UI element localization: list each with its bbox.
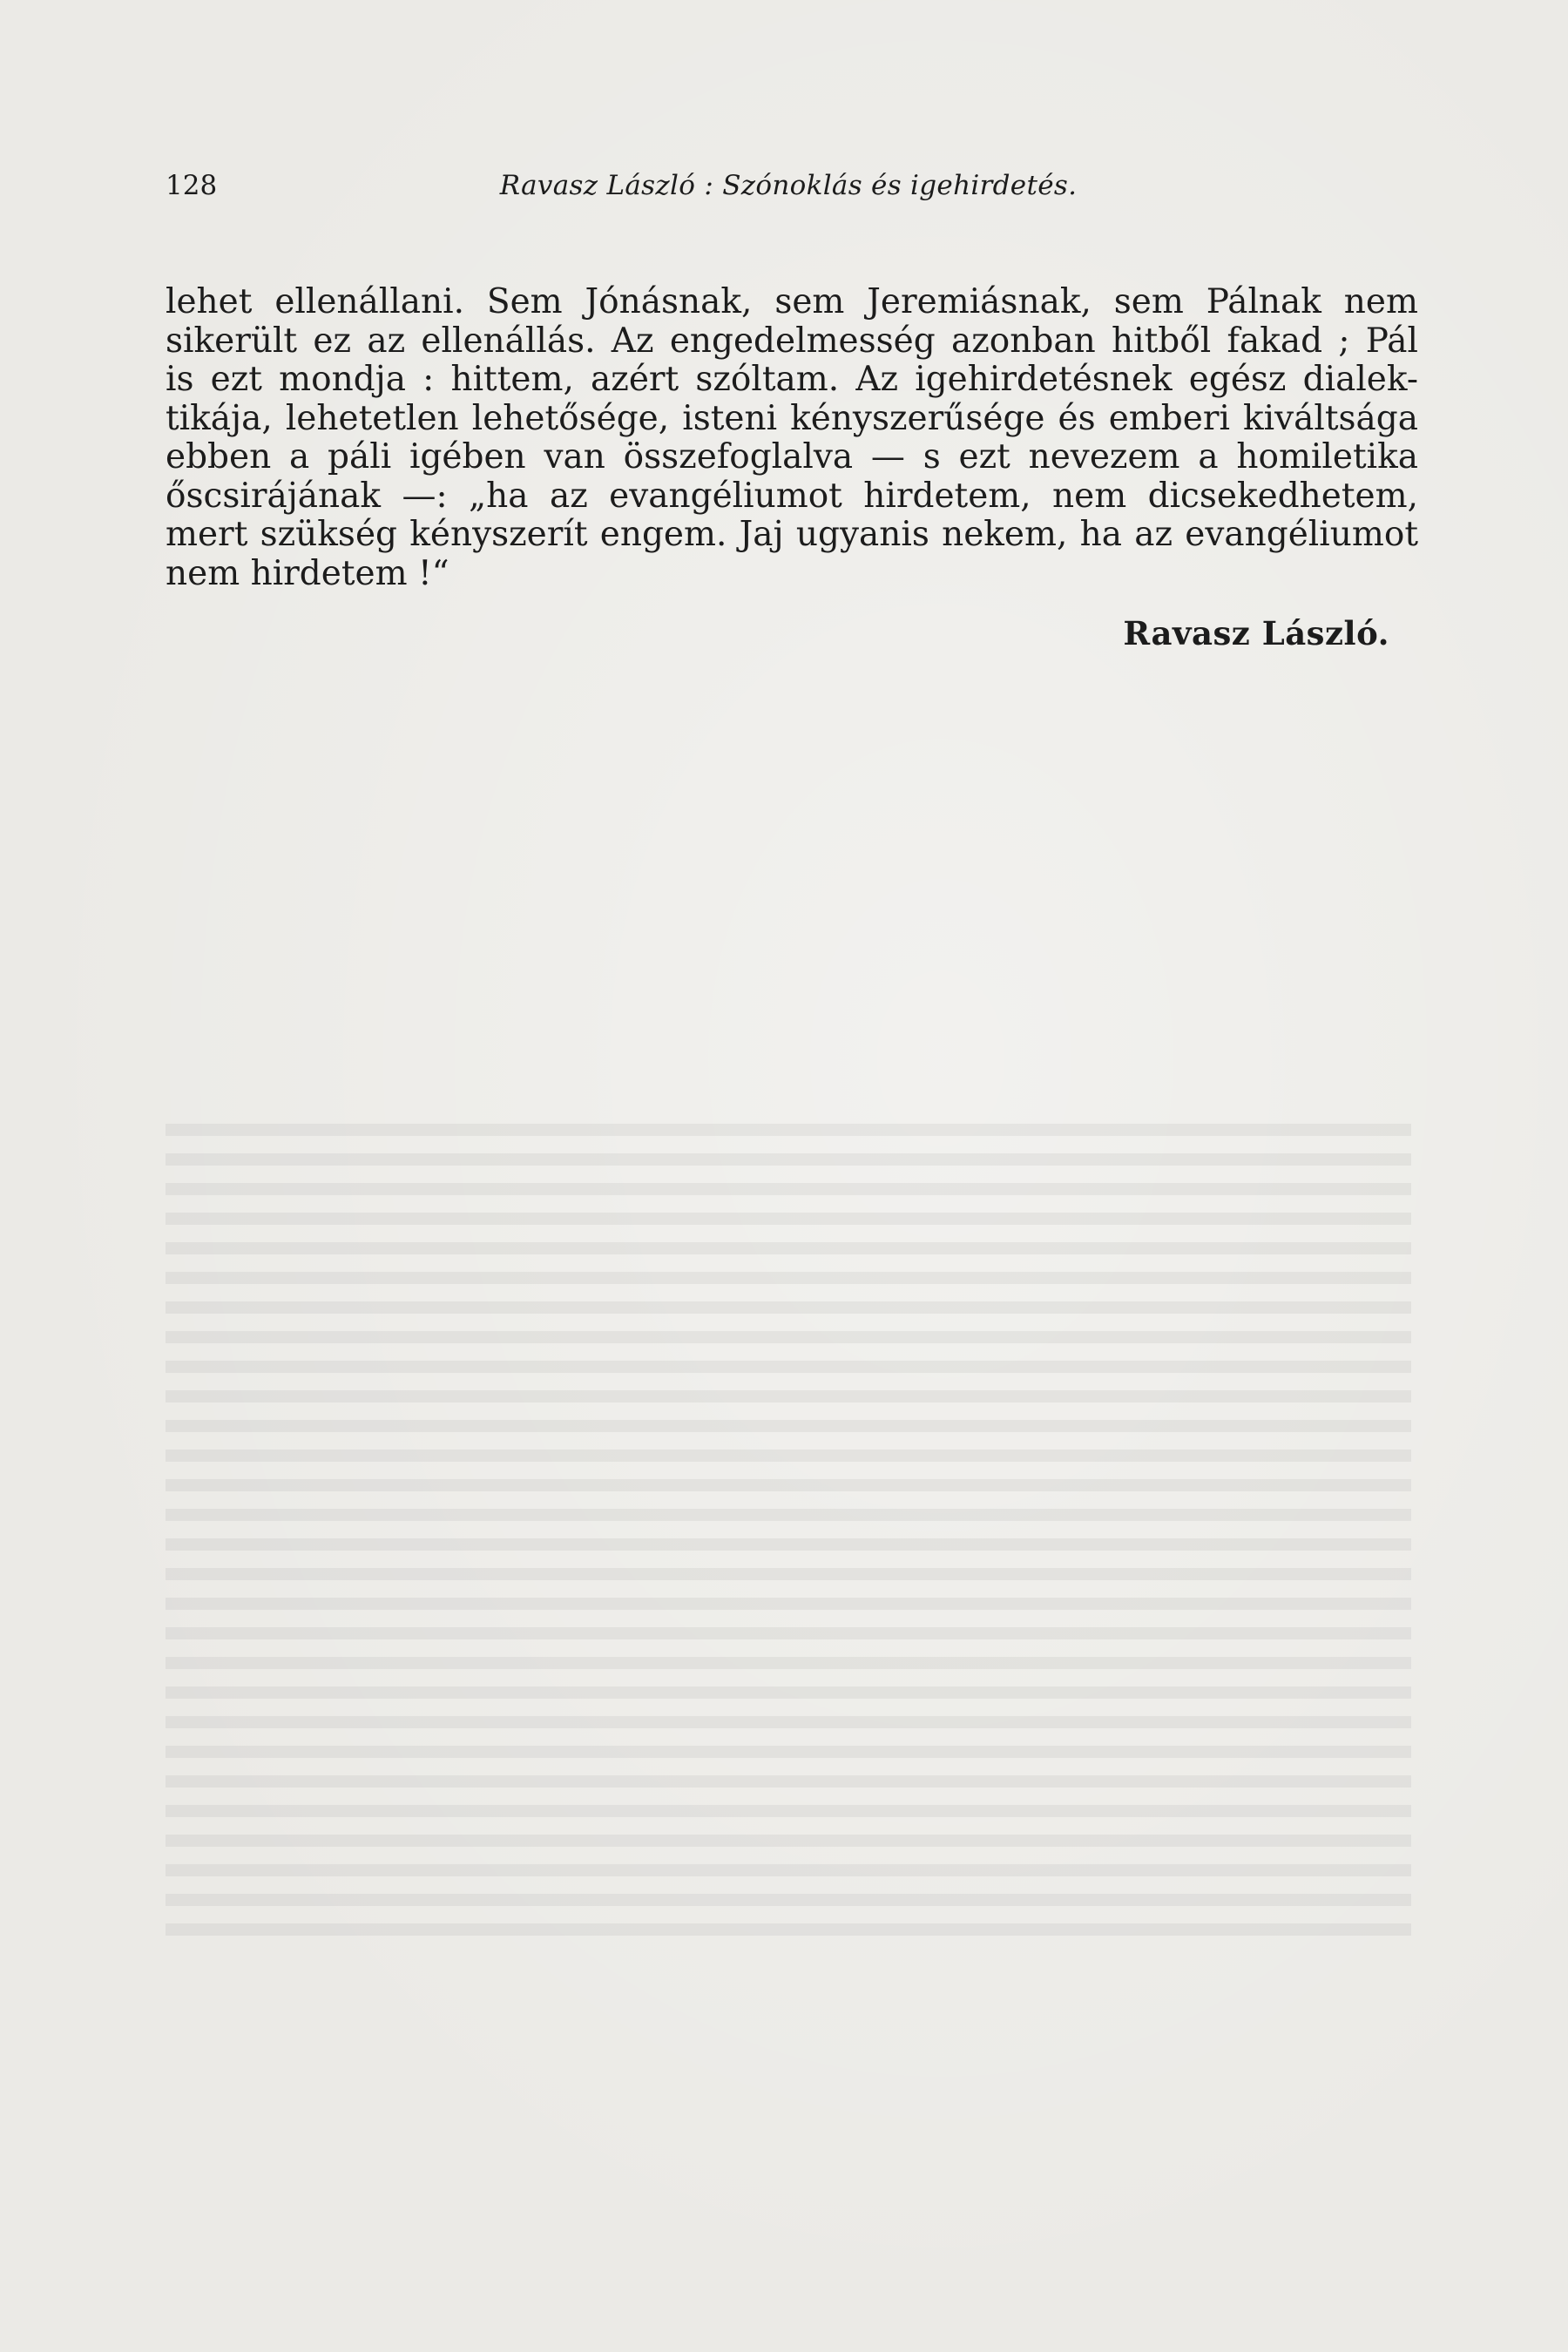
page-number: 128 — [166, 170, 218, 201]
author-signature: Ravasz László. — [1123, 614, 1389, 652]
text-line: nem hirdetem !“ — [166, 554, 449, 593]
text-line: mert szükség kényszerít engem. Jaj ugyanis nekem, ha az evangéliumot — [166, 516, 1418, 554]
running-head — [166, 170, 1411, 205]
text-line: tikája, lehetetlen lehetősége, isteni kényszerűsége és emberi kiváltsága — [166, 399, 1418, 438]
text-line: sikerült ez az ellenállás. Az engedelmesség azonban hitből fakad ; Pál — [166, 321, 1418, 361]
text-line: ebben a páli igében van összefoglalva — s ezt nevezem a homiletika — [166, 438, 1418, 476]
text-line: őscsirájának —: „ha az evangéliumot hirdetem, nem dicsekedhetem, — [166, 476, 1418, 516]
text-line: is ezt mondja : hittem, azért szóltam. Az igehirdetésnek egész dialek- — [166, 361, 1418, 399]
text-line: lehet ellenállani. Sem Jónásnak, sem Jeremiásnak, sem Pálnak nem — [166, 283, 1418, 321]
body-paragraph — [166, 283, 1418, 593]
bleed-through-texture — [166, 1124, 1411, 1960]
running-title: Ravasz László : Szónoklás és igehirdetés. — [499, 170, 1078, 201]
